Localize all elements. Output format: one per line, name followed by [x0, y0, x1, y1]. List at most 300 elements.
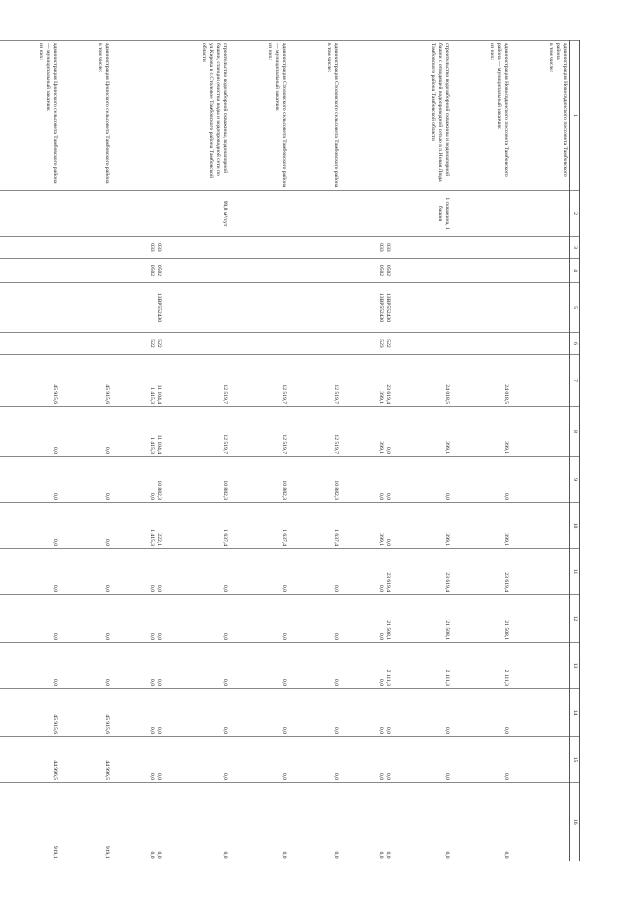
table-cell: 0,0 399,1 — [376, 407, 392, 457]
table-cell: 0,0 — [265, 549, 288, 595]
spacer-cell — [392, 595, 428, 643]
column-header: 2 — [570, 191, 580, 237]
spacer-cell — [0, 237, 36, 259]
spacer-cell — [59, 355, 95, 407]
table-cell: 0,0 — [265, 783, 288, 861]
spacer-cell — [229, 689, 265, 737]
table-cell: 99,8 м³/сут — [199, 191, 229, 237]
spacer-cell — [111, 283, 147, 333]
spacer-cell — [451, 503, 487, 549]
spacer-cell — [163, 259, 199, 283]
table-cell — [428, 333, 451, 355]
spacer-cell — [229, 457, 265, 503]
table-cell: 11 104,4 1 415,3 — [147, 355, 163, 407]
table-cell — [428, 237, 451, 259]
table-cell: 12 519,7 — [324, 355, 340, 407]
table-cell — [199, 259, 229, 283]
table-cell — [265, 237, 288, 259]
row-label: строительство водозаборной скважины и водонапорной башни с отводящей водопроводной сетью в п.Новая Люда Тамбовского района Тамбовской области — [428, 41, 451, 191]
column-header: 8 — [570, 407, 580, 457]
spacer-cell — [340, 237, 376, 259]
table-cell: 44 996,5 — [95, 737, 111, 783]
budget-table — [0, 40, 580, 861]
table-cell — [487, 283, 510, 333]
spacer-cell — [229, 41, 265, 191]
spacer-cell — [163, 595, 199, 643]
spacer-cell — [59, 595, 95, 643]
table-cell — [95, 237, 111, 259]
spacer-cell — [510, 643, 546, 689]
table-cell: 0,0 — [199, 595, 229, 643]
spacer-cell — [111, 259, 147, 283]
spacer-cell — [451, 549, 487, 595]
table-cell — [95, 259, 111, 283]
spacer-cell — [229, 259, 265, 283]
table-cell: 0,0 — [324, 595, 340, 643]
row-spacer — [451, 41, 487, 861]
spacer-cell — [392, 41, 428, 191]
row-spacer — [392, 41, 428, 861]
table-cell: 0,0 — [265, 595, 288, 643]
spacer-cell — [392, 549, 428, 595]
column-header: 13 — [570, 643, 580, 689]
table-cell: 0,0 — [95, 407, 111, 457]
table-cell — [546, 457, 570, 503]
table-cell: 45 915,6 — [95, 355, 111, 407]
table-cell: 2 111,3 0,0 — [376, 643, 392, 689]
spacer-cell — [229, 737, 265, 783]
table-cell: 0,0 — [324, 643, 340, 689]
spacer-cell — [510, 457, 546, 503]
table-row — [147, 41, 163, 861]
spacer-cell — [59, 407, 95, 457]
table-cell: 12 519,7 — [199, 407, 229, 457]
table-cell: 0502 0502 — [147, 259, 163, 283]
spacer-cell — [340, 259, 376, 283]
spacer-cell — [510, 259, 546, 283]
spacer-cell — [163, 237, 199, 259]
table-cell — [487, 191, 510, 237]
spacer-cell — [111, 595, 147, 643]
spacer-cell — [59, 259, 95, 283]
table-cell: 0,0 — [265, 737, 288, 783]
table-cell: 522 522 — [147, 333, 163, 355]
table-row — [376, 41, 392, 861]
spacer-cell — [451, 783, 487, 861]
row-label: администрация Новосвдинского поссовета Тамбовского района в том числе: — [546, 41, 570, 191]
row-spacer — [510, 41, 546, 861]
spacer-cell — [229, 333, 265, 355]
table-cell — [487, 259, 510, 283]
table-cell: 0,0 — [324, 689, 340, 737]
spacer-cell — [229, 283, 265, 333]
spacer-cell — [451, 283, 487, 333]
spacer-cell — [59, 191, 95, 237]
table-cell — [546, 643, 570, 689]
spacer-cell — [229, 503, 265, 549]
spacer-cell — [163, 407, 199, 457]
spacer-cell — [451, 191, 487, 237]
column-header: 14 — [570, 689, 580, 737]
table-cell: 10 882,3 — [199, 457, 229, 503]
table-cell — [546, 191, 570, 237]
spacer-cell — [111, 191, 147, 237]
table-cell: 0,0 — [36, 549, 59, 595]
spacer-cell — [0, 407, 36, 457]
table-cell: 0,0 — [324, 783, 340, 861]
table-cell: 23 619,4 — [428, 549, 451, 595]
spacer-cell — [0, 595, 36, 643]
spacer-cell — [340, 191, 376, 237]
column-header: 3 — [570, 237, 580, 259]
spacer-cell — [229, 595, 265, 643]
table-cell — [95, 191, 111, 237]
spacer-cell — [510, 355, 546, 407]
spacer-cell — [288, 689, 324, 737]
spacer-cell — [451, 457, 487, 503]
table-cell — [428, 283, 451, 333]
table-cell: 0,0 — [487, 689, 510, 737]
spacer-cell — [510, 237, 546, 259]
row-label: администрация Цнинского сельсовета Тамбовского района — муниципальный заказчик из них: — [36, 41, 59, 191]
table-cell: 0,0 — [428, 689, 451, 737]
spacer-cell — [510, 41, 546, 191]
spacer-cell — [0, 737, 36, 783]
row-spacer — [163, 41, 199, 861]
spacer-cell — [0, 355, 36, 407]
table-row — [546, 41, 570, 861]
spacer-cell — [340, 355, 376, 407]
spacer-cell — [392, 237, 428, 259]
row-label — [147, 41, 163, 191]
spacer-cell — [392, 333, 428, 355]
table-cell — [324, 283, 340, 333]
table-cell: 2 111,3 — [428, 643, 451, 689]
table-cell: 0,0 — [487, 457, 510, 503]
table-cell: 44 996,5 — [36, 737, 59, 783]
spacer-cell — [0, 643, 36, 689]
header-row — [570, 41, 580, 861]
table-cell — [546, 689, 570, 737]
table-cell — [324, 237, 340, 259]
table-cell: 399,1 — [428, 503, 451, 549]
rotated-table-container — [38, 40, 580, 860]
spacer-cell — [163, 689, 199, 737]
spacer-cell — [0, 783, 36, 861]
table-cell: 0,0 — [428, 737, 451, 783]
row-label: администрация Столовского сельсовета Тамбовского района в том числе: — [324, 41, 340, 191]
spacer-cell — [451, 259, 487, 283]
spacer-cell — [111, 689, 147, 737]
spacer-cell — [0, 689, 36, 737]
table-body — [0, 41, 570, 861]
column-header: 15 — [570, 737, 580, 783]
table-cell: 12 519,7 — [265, 355, 288, 407]
table-cell — [95, 283, 111, 333]
spacer-cell — [59, 237, 95, 259]
spacer-cell — [59, 737, 95, 783]
spacer-cell — [288, 643, 324, 689]
spacer-cell — [392, 407, 428, 457]
table-cell: 919,1 — [95, 783, 111, 861]
table-cell: 0,0 — [36, 643, 59, 689]
table-cell — [324, 259, 340, 283]
row-label: строительство водозаборной скважины, водонапорной башни, станции очистки воды и водопроводной сети по ул.Кирова в с.Столовое Тамбовского района Тамбовской области — [199, 41, 229, 191]
spacer-cell — [288, 191, 324, 237]
table-cell: 0,0 — [487, 783, 510, 861]
spacer-cell — [510, 333, 546, 355]
table-cell — [265, 259, 288, 283]
spacer-cell — [163, 549, 199, 595]
table-cell — [324, 191, 340, 237]
spacer-cell — [59, 283, 95, 333]
table-cell — [199, 333, 229, 355]
spacer-cell — [451, 355, 487, 407]
table-cell: 1 637,4 — [199, 503, 229, 549]
spacer-cell — [111, 41, 147, 191]
table-cell: 222,1 1 415,3 — [147, 503, 163, 549]
spacer-cell — [288, 41, 324, 191]
table-cell: 0,0 — [199, 737, 229, 783]
spacer-cell — [59, 643, 95, 689]
table-cell: 0,0 — [199, 549, 229, 595]
table-cell: 033 033 — [147, 237, 163, 259]
table-cell: 45 915,6 — [36, 689, 59, 737]
spacer-cell — [510, 191, 546, 237]
column-header: 10 — [570, 503, 580, 549]
spacer-cell — [340, 503, 376, 549]
table-cell — [36, 333, 59, 355]
table-cell: 0,0 0,0 — [147, 595, 163, 643]
table-cell — [199, 237, 229, 259]
spacer-cell — [288, 355, 324, 407]
table-cell: 21 508,1 0,0 — [376, 595, 392, 643]
table-cell: 0,0 — [428, 457, 451, 503]
table-cell: 1 637,4 — [324, 503, 340, 549]
spacer-cell — [0, 549, 36, 595]
table-cell: 23 619,4 399,1 — [376, 355, 392, 407]
spacer-cell — [510, 407, 546, 457]
column-header: 4 — [570, 259, 580, 283]
table-cell — [428, 259, 451, 283]
spacer-cell — [392, 259, 428, 283]
table-cell — [36, 259, 59, 283]
table-cell: 13ВР552430 13ВР552430 — [376, 283, 392, 333]
spacer-cell — [163, 355, 199, 407]
spacer-cell — [59, 457, 95, 503]
spacer-cell — [59, 41, 95, 191]
table-cell — [376, 191, 392, 237]
spacer-cell — [288, 333, 324, 355]
spacer-cell — [510, 595, 546, 643]
spacer-cell — [59, 333, 95, 355]
spacer-cell — [340, 549, 376, 595]
spacer-cell — [163, 283, 199, 333]
spacer-cell — [340, 689, 376, 737]
spacer-cell — [340, 333, 376, 355]
table-cell: 0,0 399,1 — [376, 503, 392, 549]
table-cell: 10 882,3 0,0 — [147, 457, 163, 503]
spacer-cell — [392, 191, 428, 237]
column-header: 11 — [570, 549, 580, 595]
spacer-cell — [451, 41, 487, 191]
table-cell: 0,0 0,0 — [376, 457, 392, 503]
spacer-cell — [229, 783, 265, 861]
table-cell — [199, 283, 229, 333]
spacer-cell — [163, 333, 199, 355]
table-cell: 0,0 — [36, 503, 59, 549]
table-cell: 0,0 — [428, 783, 451, 861]
table-cell — [546, 283, 570, 333]
spacer-cell — [288, 457, 324, 503]
spacer-cell — [111, 333, 147, 355]
spacer-cell — [111, 355, 147, 407]
table-row — [36, 41, 59, 861]
table-cell: 0,0 0,0 — [147, 643, 163, 689]
spacer-cell — [111, 503, 147, 549]
spacer-cell — [229, 191, 265, 237]
spacer-cell — [340, 595, 376, 643]
table-cell: 0,0 — [36, 407, 59, 457]
spacer-cell — [0, 283, 36, 333]
spacer-cell — [340, 737, 376, 783]
table-cell: 24 018,5 — [428, 355, 451, 407]
spacer-cell — [288, 283, 324, 333]
spacer-cell — [111, 549, 147, 595]
column-header: 16 — [570, 783, 580, 861]
row-spacer — [111, 41, 147, 861]
spacer-cell — [163, 503, 199, 549]
spacer-cell — [288, 503, 324, 549]
spacer-cell — [451, 333, 487, 355]
spacer-cell — [451, 237, 487, 259]
row-label: администрация Столовского сельсовета Тамбовского района — муниципальный заказчик из них: — [265, 41, 288, 191]
spacer-cell — [0, 503, 36, 549]
table-cell — [487, 237, 510, 259]
table-cell: 0,0 0,0 — [376, 689, 392, 737]
table-cell: 522 523 — [376, 333, 392, 355]
table-cell: 1 637,4 — [265, 503, 288, 549]
table-cell: 0,0 — [199, 643, 229, 689]
table-cell: 0,0 0,0 — [147, 689, 163, 737]
spacer-cell — [111, 237, 147, 259]
table-cell: 23 619,4 — [487, 549, 510, 595]
table-cell: 0,0 — [487, 737, 510, 783]
table-cell: 2 111,3 — [487, 643, 510, 689]
spacer-cell — [451, 407, 487, 457]
table-cell: 0,0 — [95, 503, 111, 549]
spacer-cell — [229, 355, 265, 407]
spacer-cell — [229, 643, 265, 689]
table-cell — [36, 237, 59, 259]
row-spacer — [340, 41, 376, 861]
spacer-cell — [59, 689, 95, 737]
spacer-cell — [0, 333, 36, 355]
spacer-cell — [392, 283, 428, 333]
table-cell: 12 519,7 — [324, 407, 340, 457]
spacer-cell — [510, 689, 546, 737]
spacer-cell — [340, 783, 376, 861]
spacer-cell — [111, 407, 147, 457]
table-cell: 10 882,3 — [324, 457, 340, 503]
table-cell — [95, 333, 111, 355]
spacer-cell — [510, 503, 546, 549]
spacer-cell — [0, 41, 36, 191]
table-row — [428, 41, 451, 861]
table-cell: 45 915,6 — [95, 689, 111, 737]
table-cell — [546, 783, 570, 861]
table-cell: 0502 0502 — [376, 259, 392, 283]
spacer-cell — [163, 643, 199, 689]
spacer-cell — [392, 457, 428, 503]
table-cell: 0,0 0,0 — [147, 783, 163, 861]
table-cell: 033 033 — [376, 237, 392, 259]
spacer-cell — [288, 783, 324, 861]
spacer-cell — [451, 595, 487, 643]
table-cell: 0,0 — [265, 643, 288, 689]
spacer-cell — [111, 457, 147, 503]
spacer-cell — [510, 549, 546, 595]
table-cell: 0,0 — [95, 549, 111, 595]
table-cell: 21 508,1 — [428, 595, 451, 643]
spacer-cell — [288, 407, 324, 457]
spacer-cell — [392, 737, 428, 783]
table-cell: 12 519,7 — [199, 355, 229, 407]
table-cell: 13ВР552430 — [147, 283, 163, 333]
table-cell: 21 508,1 — [487, 595, 510, 643]
table-cell: 399,1 — [487, 503, 510, 549]
table-cell: 0,0 — [95, 595, 111, 643]
table-cell: 0,0 0,0 — [147, 737, 163, 783]
table-cell: 0,0 0,0 — [376, 783, 392, 861]
row-label — [376, 41, 392, 191]
spacer-cell — [288, 237, 324, 259]
column-header: 7 — [570, 355, 580, 407]
column-header: 6 — [570, 333, 580, 355]
table-cell — [546, 737, 570, 783]
spacer-cell — [510, 737, 546, 783]
spacer-cell — [59, 549, 95, 595]
table-cell: 399,1 — [428, 407, 451, 457]
table-cell: 0,0 — [324, 549, 340, 595]
table-cell — [36, 191, 59, 237]
row-spacer — [0, 41, 36, 861]
table-cell: 0,0 — [36, 595, 59, 643]
table-cell — [546, 549, 570, 595]
spacer-cell — [451, 643, 487, 689]
column-header: 1 — [570, 41, 580, 191]
table-cell — [546, 237, 570, 259]
table-cell: 1 скважина, 1 башня — [428, 191, 451, 237]
table-cell — [546, 503, 570, 549]
table-cell: 24 018,5 — [487, 355, 510, 407]
table-cell — [265, 191, 288, 237]
table-cell: 0,0 — [265, 689, 288, 737]
spacer-cell — [163, 457, 199, 503]
spacer-cell — [510, 783, 546, 861]
spacer-cell — [392, 355, 428, 407]
spacer-cell — [340, 643, 376, 689]
spacer-cell — [111, 737, 147, 783]
spacer-cell — [392, 643, 428, 689]
table-cell — [546, 595, 570, 643]
spacer-cell — [392, 783, 428, 861]
spacer-cell — [451, 689, 487, 737]
spacer-cell — [0, 259, 36, 283]
row-spacer — [229, 41, 265, 861]
spacer-cell — [510, 283, 546, 333]
table-cell — [36, 283, 59, 333]
